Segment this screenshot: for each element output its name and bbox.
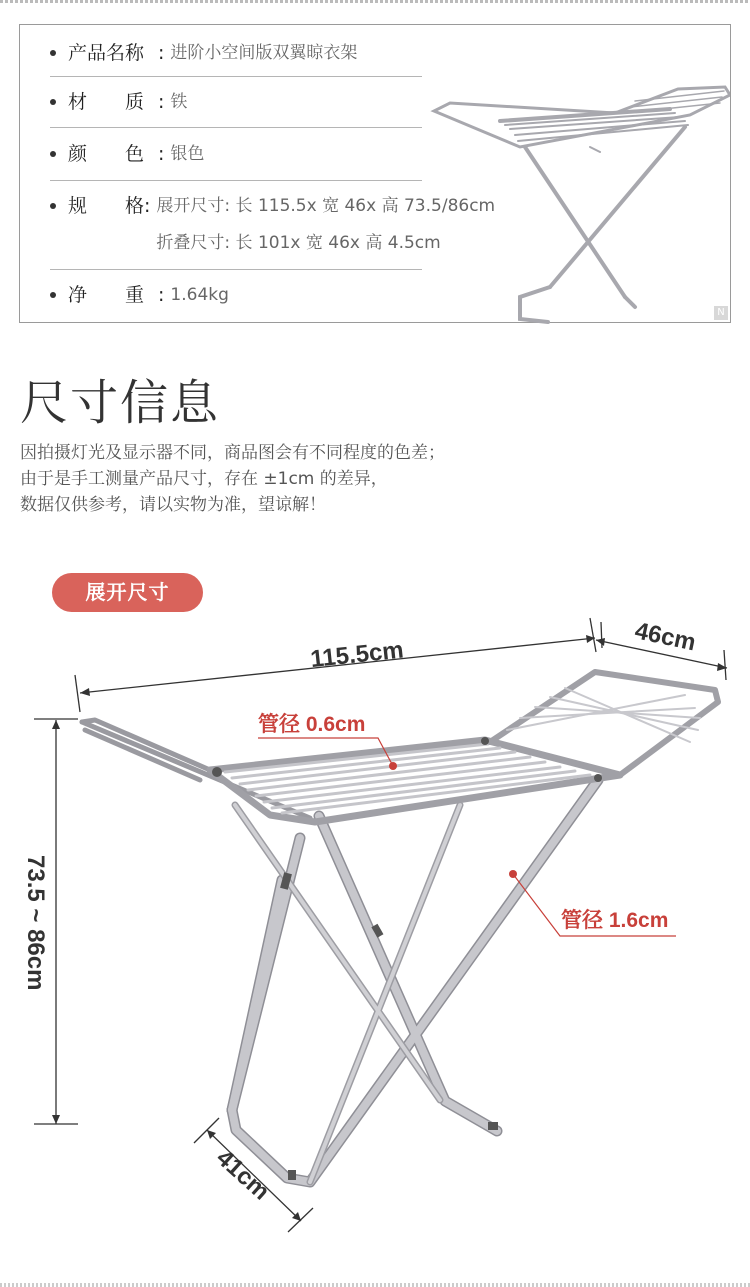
length-label: 115.5cm (309, 636, 405, 674)
spec-value: 1.64kg (170, 285, 229, 305)
corner-badge: N (714, 306, 728, 320)
divider (50, 269, 422, 270)
description-line: 数据仅供参考，请以实物为准，望谅解！ (20, 495, 326, 515)
spec-label: 规 格 (68, 195, 145, 217)
bullet (50, 50, 56, 56)
spec-colon: : (158, 284, 165, 306)
description (20, 440, 445, 518)
bottom-dotted-border (0, 1283, 750, 1287)
description-line: 由于是手工测量产品尺寸，存在 ±1cm 的差异， (20, 469, 388, 489)
foot-label: 41cm (210, 1144, 275, 1206)
spec-label: 颜 色 (68, 143, 145, 165)
spec-row-material (50, 88, 422, 116)
spec-colon: : (144, 195, 151, 217)
spec-label: 材 质 (68, 91, 145, 113)
section-title: 尺寸信息 (20, 375, 221, 431)
spec-colon: : (158, 42, 165, 64)
width-label: 46cm (632, 617, 699, 657)
spec-row-name (50, 39, 422, 67)
spec-value: 银色 (170, 144, 205, 164)
spec-row-weight (50, 281, 422, 309)
spec-label: 产品名称 (68, 42, 145, 64)
spec-value: 进阶小空间版双翼晾衣架 (170, 43, 358, 63)
bullet (50, 99, 56, 105)
divider (50, 127, 422, 128)
unfolded-size-tag: 展开尺寸 (52, 573, 203, 612)
spec-row-size (50, 192, 496, 257)
description-line: 因拍摄灯光及显示器不同，商品图会有不同程度的色差； (20, 443, 445, 463)
divider (50, 76, 422, 77)
bullet (50, 203, 56, 209)
large-tube-label: 管径 1.6cm (561, 909, 669, 932)
divider (50, 180, 422, 181)
spec-row-color (50, 140, 422, 168)
bullet (50, 292, 56, 298)
spec-value: 铁 (170, 92, 188, 112)
small-tube-label: 管径 0.6cm (258, 713, 366, 736)
spec-colon: : (158, 143, 165, 165)
bullet (50, 151, 56, 157)
height-label: 73.5 ~ 86cm (22, 855, 49, 991)
spec-value: 展开尺寸: 长 115.5x 宽 46x 高 73.5/86cm 折叠尺寸: 长 101x 宽 46x 高 4.5cm (156, 196, 496, 253)
drying-rack-thumbnail (430, 57, 730, 327)
spec-label: 净 重 (68, 284, 145, 306)
top-dotted-border (0, 0, 750, 3)
spec-box (19, 24, 731, 323)
spec-colon: : (158, 91, 165, 113)
dimension-diagram (0, 600, 750, 1260)
